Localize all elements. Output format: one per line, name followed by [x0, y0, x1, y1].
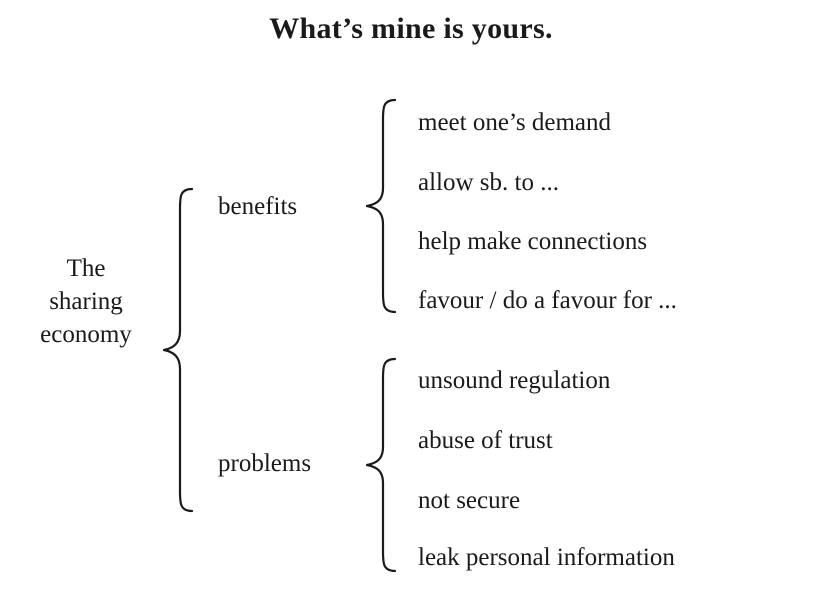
- branch-label-benefits: benefits: [218, 193, 298, 220]
- root-line-3: economy: [40, 321, 132, 348]
- leaf-benefit-3: help make connections: [418, 228, 648, 255]
- branch-label-problems: problems: [218, 450, 312, 477]
- leaf-problem-2: abuse of trust: [418, 427, 553, 454]
- leaf-benefit-1: meet one’s demand: [418, 109, 611, 136]
- leaf-problem-1: unsound regulation: [418, 367, 611, 394]
- page-title: What’s mine is yours.: [269, 12, 553, 45]
- leaf-problem-3: not secure: [418, 487, 521, 514]
- problems-brace: [355, 355, 405, 575]
- leaf-benefit-2: allow sb. to ...: [418, 169, 559, 196]
- root-brace: [158, 185, 208, 515]
- root-line-2: sharing: [49, 288, 123, 315]
- leaf-problem-4: leak personal information: [418, 544, 675, 571]
- benefits-brace: [355, 96, 405, 316]
- root-line-1: The: [66, 255, 106, 282]
- root-node: [6, 252, 166, 351]
- leaf-benefit-4: favour / do a favour for ...: [418, 287, 677, 314]
